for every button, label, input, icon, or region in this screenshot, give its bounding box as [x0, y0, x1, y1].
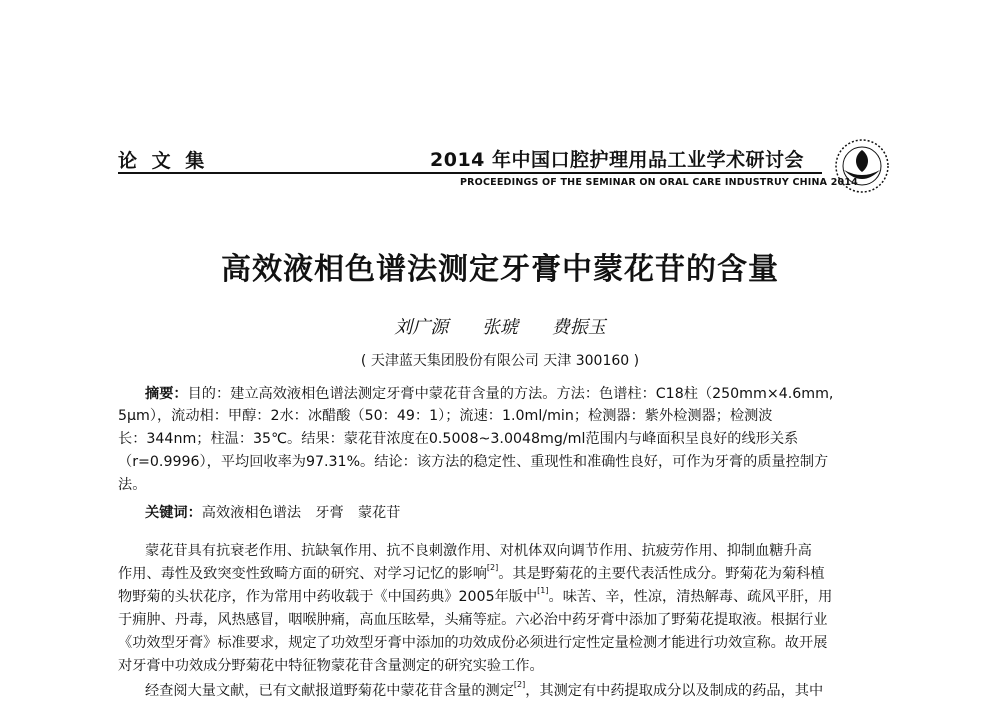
keywords-text: 高效液相色谱法 牙膏 蒙花苷 — [201, 505, 401, 521]
body-line-1: 蒙花苷具有抗衰老作用、抗缺氧作用、抗不良刺激作用、对机体双向调节作用、抗疲劳作用、抑制血糖升高 — [145, 543, 812, 559]
conference-title-en: PROCEEDINGS OF THE SEMINAR ON ORAL CARE INDUSTRUY CHINA 2014 — [460, 177, 858, 188]
body-line-2: 作用、毒性及致突变性致畸方面的研究、对学习记忆的影响[2]。其是野菊花的主要代表活性成分。野菊花为菊科植 — [118, 563, 825, 582]
body-line-3: 物野菊的头状花序，作为常用中药收载于《中国药典》2005年版中[1]。味苦、辛，性凉，清热解毒、疏风平肝，用 — [118, 586, 833, 605]
body-line-7: 经查阅大量文献，已有文献报道野菊花中蒙花苷含量的测定[2]，其测定有中药提取成分以及制成的药品，其中 — [145, 680, 824, 699]
conference-seal-icon — [832, 136, 892, 196]
author-1: 刘广源 — [394, 317, 449, 338]
section-label: 论 文 集 — [118, 150, 209, 172]
author-2: 张琥 — [482, 317, 518, 338]
body-line-5: 《功效型牙膏》标准要求，规定了功效型牙膏中添加的功效成份必须进行定性定量检测才能进行功效宣称。故开展 — [118, 635, 828, 651]
citation-ref: [2] — [486, 563, 499, 572]
keywords — [145, 502, 400, 525]
paper-title: 高效液相色谱法测定牙膏中蒙花苷的含量 — [221, 252, 779, 287]
affiliation: ( 天津蓝天集团股份有限公司 天津 300160 ) — [360, 353, 640, 369]
keywords-label: 关键词： — [145, 505, 202, 521]
abstract-line-5: 法。 — [118, 477, 147, 493]
abstract-line-1: 摘要：目的：建立高效液相色谱法测定牙膏中蒙花苷含量的方法。方法：色谱柱：C18柱（250mm×4.6mm, — [145, 386, 834, 402]
conference-title-cn: 2014 年中国口腔护理用品工业学术研讨会 — [430, 149, 804, 171]
citation-ref: [1] — [537, 586, 549, 595]
abstract-line-2: 5μm），流动相：甲醇：2水：冰醋酸（50：49：1）；流速：1.0ml/min；检测器：紫外检测器；检测波 — [118, 408, 773, 424]
header-rule — [118, 172, 822, 174]
abstract-line-4: （r=0.9996），平均回收率为97.31%。结论：该方法的稳定性、重现性和准确性良好，可作为牙膏的质量控制方 — [118, 454, 829, 470]
author-list — [0, 313, 1000, 339]
citation-ref: [2] — [513, 680, 526, 689]
author-3: 费振玉 — [551, 317, 606, 338]
abstract-line-3: 长：344nm；柱温：35℃。结果：蒙花苷浓度在0.5008~3.0048mg/ml范围内与峰面积呈良好的线形关系 — [118, 431, 799, 447]
body-line-4: 于痈肿、丹毒，风热感冒，咽喉肿痛，高血压眩晕，头痛等症。六必治中药牙膏中添加了野菊花提取液。根据行业 — [118, 612, 828, 628]
abstract-label: 摘要： — [145, 386, 188, 402]
body-line-6: 对牙膏中功效成分野菊花中特征物蒙花苷含量测定的研究实验工作。 — [118, 658, 544, 674]
